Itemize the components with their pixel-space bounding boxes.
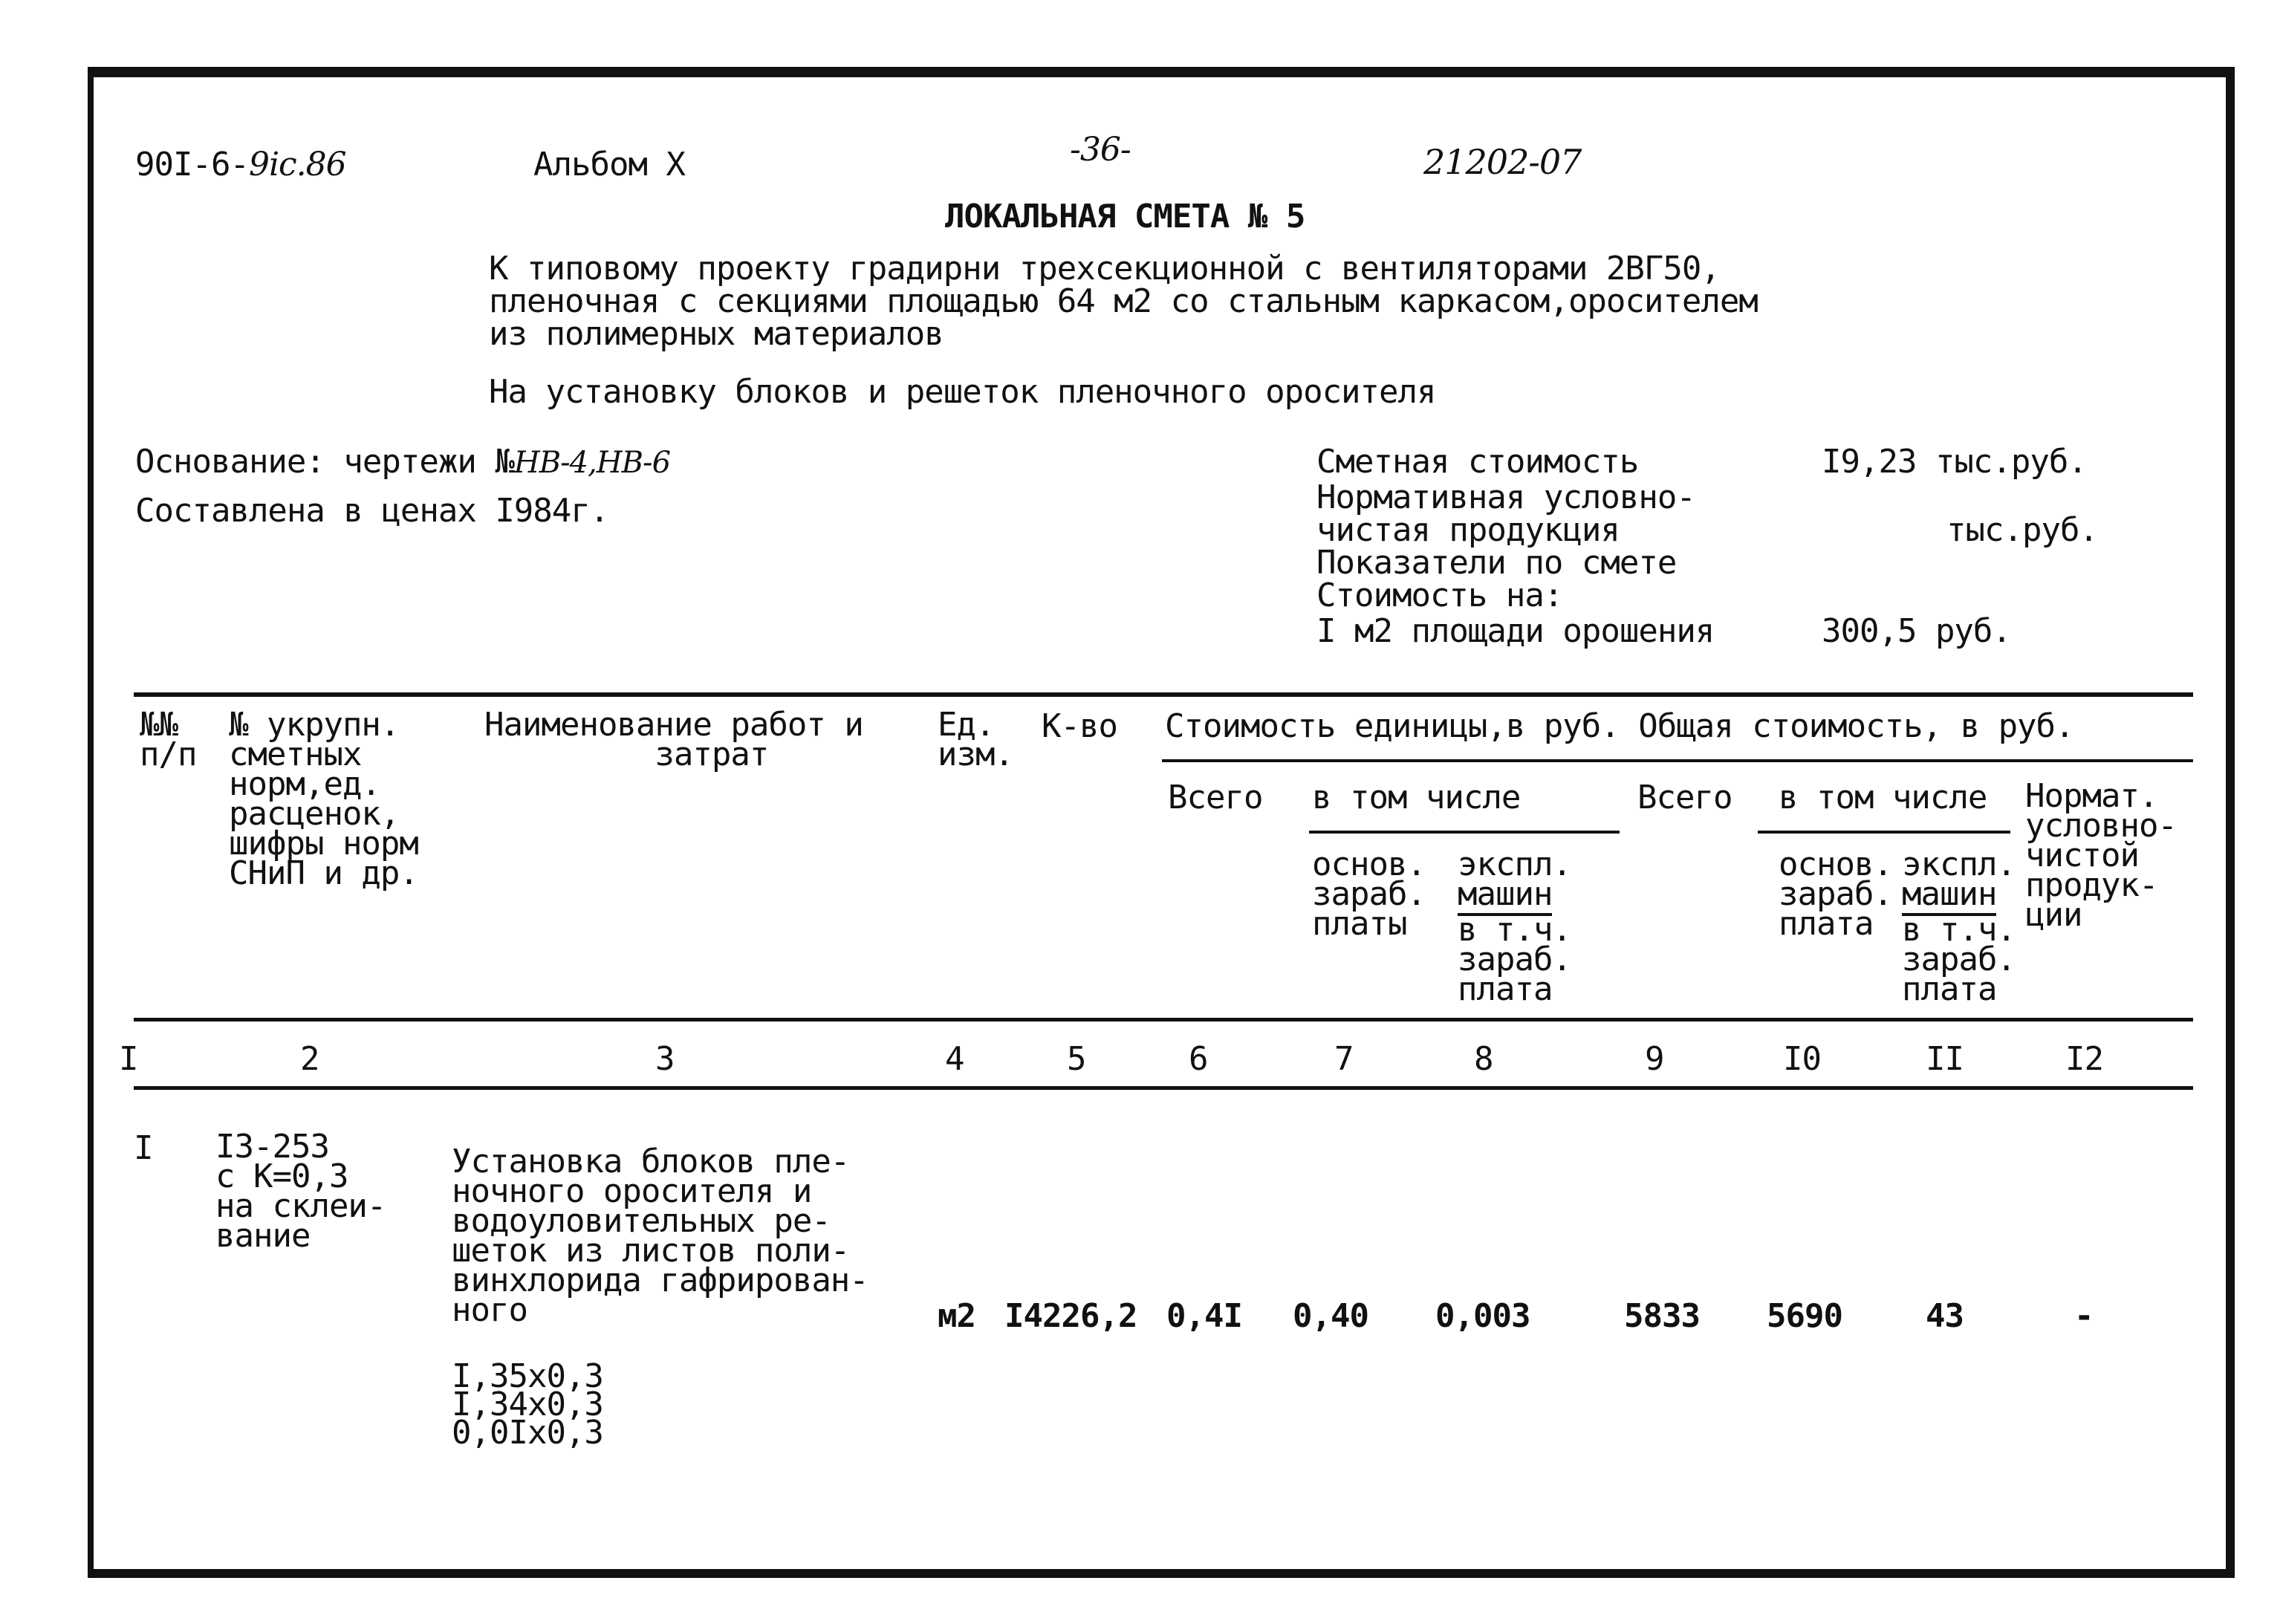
- norm-label-1: Нормативная условно-: [1316, 478, 1695, 516]
- col-number-rule: [134, 1086, 2193, 1090]
- header-num: №№ п/п: [140, 706, 197, 773]
- subtitle-line-2: пленочная с секциями площадью 64 м2 со стальным каркасом,оросителем: [489, 282, 1758, 320]
- header-unit: Ед. изм.: [938, 706, 1013, 773]
- col-number: 8: [1474, 1040, 1493, 1078]
- col-number: I: [119, 1040, 138, 1078]
- album-label: Альбом X: [533, 146, 685, 183]
- header-total-unit: Всего: [1168, 779, 1263, 816]
- header-total-all: Всего: [1637, 779, 1732, 816]
- cost-label: Сметная стоимость: [1316, 443, 1639, 481]
- subtitle-line-3: из полимерных материалов: [489, 315, 944, 353]
- col-number: 2: [300, 1040, 319, 1078]
- header-group-rule: [1162, 759, 2193, 762]
- norm-label-2: чистая продукция: [1316, 511, 1620, 549]
- header-norm: № укрупн. сметных норм,ед. расценок, шифры норм СНиП и др.: [229, 706, 418, 892]
- header-wage-unit: основ. зараб. платы: [1312, 845, 1426, 943]
- row-norm: I3-253 с К=0,3 на склеи- вание: [215, 1128, 386, 1255]
- header-incl-all: в том числе: [1779, 779, 1987, 816]
- col-number: I2: [2065, 1040, 2103, 1078]
- row-normprod: -: [2074, 1297, 2094, 1335]
- header-group: Стоимость единицы,в руб. Общая стоимость, в руб.: [1165, 707, 2074, 745]
- header-qty: К-во: [1042, 707, 1117, 745]
- header-normprod: Нормат. условно- чистой продук- ции: [2025, 777, 2177, 934]
- doc-code: 90I-6-9ic.86: [135, 146, 346, 183]
- row-qty: I4226,2: [1004, 1297, 1137, 1335]
- per-m2-label: I м2 площади орошения: [1316, 612, 1715, 650]
- col-number: I0: [1783, 1040, 1821, 1078]
- cost-value: I9,23 тыс.руб.: [1822, 443, 2087, 481]
- col-number: 7: [1334, 1040, 1354, 1078]
- header-bottom-rule: [134, 1018, 2193, 1022]
- page-title: ЛОКАЛЬНАЯ СМЕТА № 5: [945, 198, 1305, 236]
- row-unit-mach: 0,003: [1435, 1297, 1530, 1335]
- basis-line: Основание: чертежи №НВ-4,НВ-6: [135, 443, 671, 481]
- header-incl-unit: в том числе: [1312, 779, 1521, 816]
- header-mach-all: экспл. машин: [1902, 850, 2016, 909]
- header-mach-unit: экспл. машин: [1458, 850, 1571, 909]
- per-m2-value: 300,5 руб.: [1822, 612, 2011, 650]
- incl-unit-rule: [1309, 831, 1620, 834]
- col-number: 5: [1067, 1040, 1086, 1078]
- norm-value: тыс.руб.: [1946, 511, 2098, 549]
- row-total: 5833: [1624, 1297, 1700, 1335]
- header-mach-wage-all: в т.ч. зараб. плата: [1902, 911, 2016, 1008]
- cost-per-label: Стоимость на:: [1316, 576, 1563, 614]
- row-unit: м2: [938, 1297, 975, 1335]
- col-number: 3: [655, 1040, 675, 1078]
- row-unit-total: 0,4I: [1166, 1297, 1242, 1335]
- subtitle-line-1: К типовому проекту градирни трехсекционной с вентиляторами 2ВГ50,: [489, 250, 1720, 288]
- row-unit-wage: 0,40: [1293, 1297, 1368, 1335]
- col-number: 4: [945, 1040, 964, 1078]
- doc-number: 21202-07: [1423, 142, 1582, 182]
- row-total-wage: 5690: [1767, 1297, 1842, 1335]
- col-number: 9: [1645, 1040, 1664, 1078]
- indicators-label: Показатели по смете: [1316, 544, 1677, 582]
- row-num: I: [134, 1129, 153, 1167]
- col-number: II: [1926, 1040, 1964, 1078]
- row-calc: I,35x0,3 I,34x0,3 0,0Ix0,3: [452, 1357, 603, 1452]
- table-top-rule: [134, 692, 2193, 697]
- row-name: Установка блоков пле- ночного оросителя и водоуловительных ре- шеток из листов поли- винхлорида гафрирован- ного: [452, 1143, 868, 1329]
- purpose-line: На установку блоков и решеток пленочного оросителя: [489, 373, 1436, 411]
- page-number: -36-: [1070, 131, 1131, 169]
- header-name: Наименование работ и затрат: [484, 706, 863, 773]
- row-total-mach: 43: [1926, 1297, 1964, 1335]
- header-wage-all: основ. зараб. плата: [1779, 845, 1892, 943]
- incl-all-rule: [1758, 831, 2010, 834]
- col-number: 6: [1189, 1040, 1208, 1078]
- header-mach-wage-unit: в т.ч. зараб. плата: [1458, 911, 1571, 1008]
- prices-line: Составлена в ценах I984г.: [135, 492, 609, 530]
